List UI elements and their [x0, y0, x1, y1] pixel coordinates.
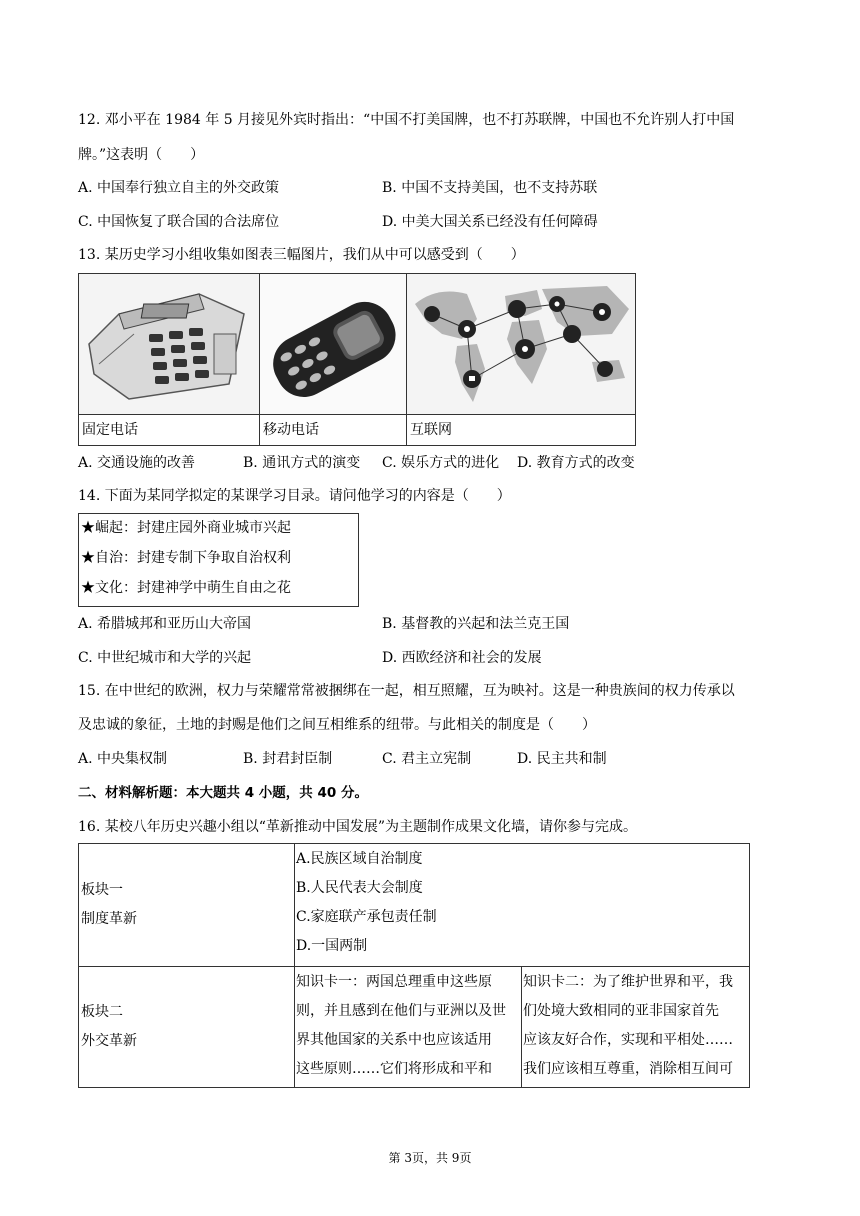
card2-line: 知识卡二：为了维护世界和平，我 [523, 974, 733, 990]
block1-item-d: D.一国两制 [296, 938, 368, 954]
q12-option-d[interactable]: D. 中美大国关系已经没有任何障碍 [382, 214, 598, 230]
q15-option-a[interactable]: A. 中央集权制 [78, 751, 168, 767]
page-footer: 第 3页，共 9页 [388, 1151, 472, 1165]
q13-option-d[interactable]: D. 教育方式的改变 [517, 455, 635, 471]
q12-option-c[interactable]: C. 中国恢复了联合国的合法席位 [78, 214, 280, 230]
card1-line: 知识卡一：两国总理重申这些原 [296, 974, 492, 990]
card1-line: 界其他国家的关系中也应该适用 [296, 1032, 492, 1048]
internet-world-map-image [407, 274, 635, 414]
card2-line: 应该友好合作，实现和平相处…… [523, 1032, 733, 1048]
q14-option-d[interactable]: D. 西欧经济和社会的发展 [382, 650, 542, 666]
q14-option-c[interactable]: C. 中世纪城市和大学的兴起 [78, 650, 252, 666]
caption-mobile: 移动电话 [260, 415, 407, 446]
card1-line: 这些原则……它们将形成和平和 [296, 1061, 492, 1077]
block2-subtitle: 外交革新 [81, 1033, 137, 1049]
q15-stem-line1: 15. 在中世纪的欧洲，权力与荣耀常常被捆绑在一起，相互照耀，互为映衬。这是一种贵族间的权力传承以 [78, 683, 735, 699]
q13-option-c[interactable]: C. 娱乐方式的进化 [382, 455, 500, 471]
q13-option-b[interactable]: B. 通讯方式的演变 [243, 455, 361, 471]
block2-title: 板块二 [81, 1004, 123, 1020]
q13-image-table [78, 273, 636, 446]
card2-line: 们处境大致相同的亚非国家首先 [523, 1003, 719, 1019]
toc-item-autonomy: ★自治：封建专制下争取自治权利 [81, 550, 291, 566]
block1-subtitle: 制度革新 [81, 911, 137, 927]
q13-option-a[interactable]: A. 交通设施的改善 [78, 455, 196, 471]
block1-item-a: A.民族区域自治制度 [296, 851, 423, 867]
culture-wall-table [78, 843, 750, 1088]
q14-option-b[interactable]: B. 基督教的兴起和法兰克王国 [382, 616, 570, 632]
card2-line: 我们应该相互尊重，消除相互间可 [523, 1061, 733, 1077]
q12-option-b[interactable]: B. 中国不支持美国，也不支持苏联 [382, 180, 598, 196]
caption-internet: 互联网 [407, 415, 636, 446]
q16-stem: 16. 某校八年历史兴趣小组以“革新推动中国发展”为主题制作成果文化墙，请你参与完成。 [78, 819, 638, 835]
q14-stem: 14. 下面为某同学拟定的某课学习目录。请问他学习的内容是（ ） [78, 488, 511, 504]
q15-stem-line2: 及忠诚的象征，土地的封赐是他们之间互相维系的纽带。与此相关的制度是（ ） [78, 717, 596, 733]
block1-item-c: C.家庭联产承包责任制 [296, 909, 437, 925]
q12-stem-line1: 12. 邓小平在 1984 年 5 月接见外宾时指出：“中国不打美国牌，也不打苏联牌，中国也不允许别人打中国 [78, 112, 735, 128]
toc-item-culture: ★文化：封建神学中萌生自由之花 [81, 580, 291, 596]
q15-option-c[interactable]: C. 君主立宪制 [382, 751, 472, 767]
q14-option-a[interactable]: A. 希腊城邦和亚历山大帝国 [78, 616, 252, 632]
q13-stem: 13. 某历史学习小组收集如图表三幅图片，我们从中可以感受到（ ） [78, 247, 525, 263]
toc-item-rise: ★崛起：封建庄园外商业城市兴起 [81, 520, 291, 536]
block1-item-b: B.人民代表大会制度 [296, 880, 423, 896]
q15-option-b[interactable]: B. 封君封臣制 [243, 751, 333, 767]
block1-title: 板块一 [81, 882, 123, 898]
q12-option-a[interactable]: A. 中国奉行独立自主的外交政策 [78, 180, 280, 196]
card1-line: 则，并且感到在他们与亚洲以及世 [296, 1003, 506, 1019]
q15-option-d[interactable]: D. 民主共和制 [517, 751, 607, 767]
mobile-phone-image [260, 274, 406, 414]
q14-table-of-contents [78, 513, 359, 607]
caption-landline: 固定电话 [79, 415, 260, 446]
section2-heading: 二、材料解析题：本大题共 4 小题，共 40 分。 [78, 785, 368, 801]
q12-stem-line2: 牌。”这表明（ ） [78, 147, 205, 163]
landline-phone-image [79, 274, 259, 414]
